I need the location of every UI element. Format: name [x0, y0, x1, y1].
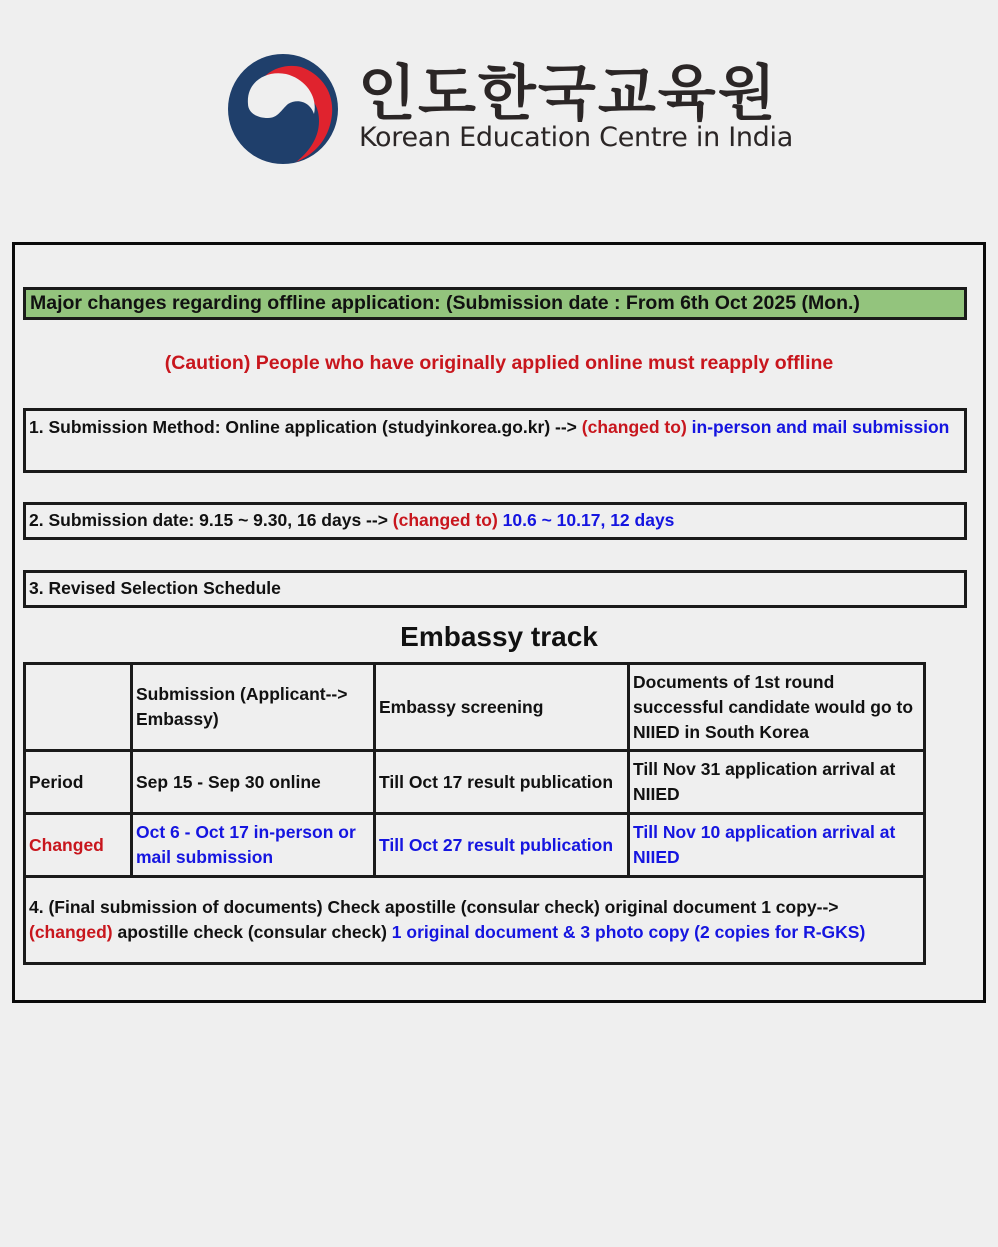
caution-message: (Caution) People who have originally applied online must reapply offline [164, 352, 834, 374]
final-prefix: 4. (Final submission of documents) Check apostille (consular check) original document 1 copy--> [29, 897, 839, 917]
final-changed-label: (changed) [29, 922, 113, 942]
final-new-value: 1 original document & 3 photo copy (2 copies for R-GKS) [391, 922, 866, 942]
period-screening: Till Oct 17 result publication [375, 751, 629, 814]
table-row-final-submission [25, 877, 925, 964]
period-documents: Till Nov 31 application arrival at NIIED [629, 751, 925, 814]
changed-documents: Till Nov 10 application arrival at NIIED [629, 814, 925, 877]
organization-logo [226, 50, 793, 166]
period-label: Period [25, 751, 132, 814]
header-cell-submission: Submission (Applicant--> Embassy) [132, 664, 375, 751]
header-cell-empty [25, 664, 132, 751]
final-submission-cell [25, 877, 925, 964]
item1-new-value: in-person and mail submission [691, 417, 950, 437]
english-org-name: Korean Education Centre in India [359, 122, 793, 153]
revised-schedule-item [23, 570, 967, 608]
item2-new-value: 10.6 ~ 10.17, 12 days [502, 510, 675, 530]
notice-frame [12, 242, 986, 1003]
header-cell-documents: Documents of 1st round successful candidate would go to NIIED in South Korea [629, 664, 925, 751]
item2-changed-label: (changed to) [392, 510, 498, 530]
period-submission: Sep 15 - Sep 30 online [132, 751, 375, 814]
table-header-row [25, 664, 925, 751]
table-row-changed [25, 814, 925, 877]
schedule-title: Embassy track [400, 621, 598, 652]
changed-label: Changed [25, 814, 132, 877]
schedule-table [23, 662, 926, 965]
submission-date-item [23, 502, 967, 540]
table-row-period [25, 751, 925, 814]
header-cell-screening: Embassy screening [375, 664, 629, 751]
item2-prefix: 2. Submission date: 9.15 ~ 9.30, 16 days --> [29, 510, 388, 530]
item1-prefix: 1. Submission Method: Online application (studyinkorea.go.kr) --> [29, 417, 577, 437]
notice-banner: Major changes regarding offline application: (Submission date : From 6th Oct 2025 (Mon.) [23, 287, 967, 320]
changed-screening: Till Oct 27 result publication [375, 814, 629, 877]
item3-label: 3. Revised Selection Schedule [29, 578, 281, 598]
taegeuk-emblem-icon [226, 52, 340, 166]
korean-org-name: 인도한국교육원 [358, 59, 778, 129]
changed-submission: Oct 6 - Oct 17 in-person or mail submission [132, 814, 375, 877]
submission-method-item [23, 408, 967, 473]
item1-changed-label: (changed to) [581, 417, 687, 437]
final-middle: apostille check (consular check) [117, 922, 387, 942]
